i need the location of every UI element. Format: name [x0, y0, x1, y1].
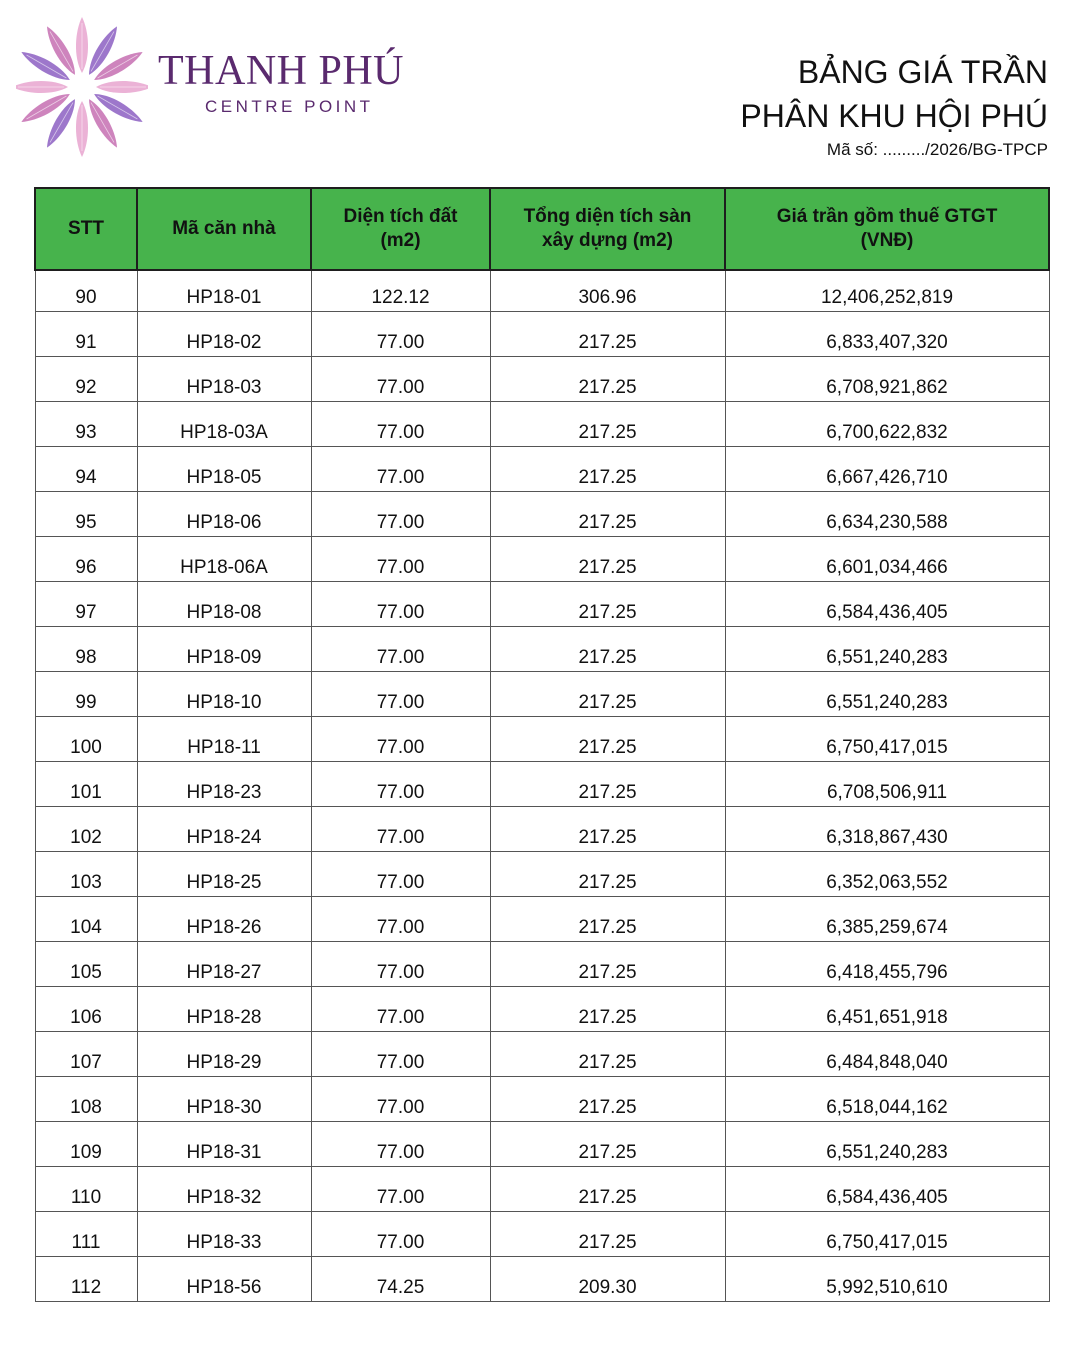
- cell-unit-code: HP18-23: [137, 762, 311, 807]
- table-row: [35, 1032, 1049, 1077]
- cell-land-area: 77.00: [311, 942, 490, 987]
- price-table: [34, 187, 1050, 1302]
- cell-land-area: 77.00: [311, 627, 490, 672]
- cell-stt: 104: [35, 897, 137, 942]
- cell-land-area: 77.00: [311, 537, 490, 582]
- cell-unit-code: HP18-08: [137, 582, 311, 627]
- cell-stt: 109: [35, 1122, 137, 1167]
- cell-floor-area: 217.25: [490, 717, 725, 762]
- cell-stt: 91: [35, 312, 137, 357]
- cell-land-area: 77.00: [311, 1077, 490, 1122]
- flower-logo-icon: [16, 8, 148, 166]
- cell-stt: 90: [35, 270, 137, 312]
- cell-land-area: 77.00: [311, 1212, 490, 1257]
- cell-floor-area: 217.25: [490, 582, 725, 627]
- cell-land-area: 122.12: [311, 270, 490, 312]
- table-row: [35, 1077, 1049, 1122]
- cell-land-area: 77.00: [311, 807, 490, 852]
- cell-stt: 107: [35, 1032, 137, 1077]
- cell-stt: 93: [35, 402, 137, 447]
- table-row: [35, 537, 1049, 582]
- table-row: [35, 270, 1049, 312]
- cell-price: 6,750,417,015: [725, 1212, 1049, 1257]
- cell-price: 6,551,240,283: [725, 1122, 1049, 1167]
- cell-price: 6,551,240,283: [725, 627, 1049, 672]
- header-land-area: [311, 188, 490, 270]
- table-body: [35, 270, 1049, 1302]
- header-price-line2: (VNĐ): [860, 230, 914, 251]
- table-row: [35, 672, 1049, 717]
- cell-price: 6,750,417,015: [725, 717, 1049, 762]
- cell-unit-code: HP18-25: [137, 852, 311, 897]
- table-row: [35, 1212, 1049, 1257]
- cell-price: 6,385,259,674: [725, 897, 1049, 942]
- cell-land-area: 77.00: [311, 582, 490, 627]
- table-row: [35, 492, 1049, 537]
- table-row: [35, 1122, 1049, 1167]
- header-floor-area: [490, 188, 725, 270]
- table-row: [35, 1257, 1049, 1302]
- cell-land-area: 77.00: [311, 1032, 490, 1077]
- cell-unit-code: HP18-03A: [137, 402, 311, 447]
- header-price-line1: Giá trần gồm thuế GTGT: [776, 206, 998, 227]
- cell-land-area: 77.00: [311, 357, 490, 402]
- cell-land-area: 77.00: [311, 897, 490, 942]
- cell-unit-code: HP18-29: [137, 1032, 311, 1077]
- cell-land-area: 77.00: [311, 1122, 490, 1167]
- title-line-1: BẢNG GIÁ TRẦN: [797, 54, 1048, 90]
- cell-price: 6,708,506,911: [725, 762, 1049, 807]
- cell-stt: 106: [35, 987, 137, 1032]
- cell-price: 6,418,455,796: [725, 942, 1049, 987]
- cell-price: 12,406,252,819: [725, 270, 1049, 312]
- table-row: [35, 852, 1049, 897]
- brand-name: THANH PHÚ: [158, 48, 404, 94]
- cell-land-area: 77.00: [311, 987, 490, 1032]
- cell-floor-area: 217.25: [490, 312, 725, 357]
- cell-unit-code: HP18-10: [137, 672, 311, 717]
- cell-floor-area: 217.25: [490, 1167, 725, 1212]
- cell-floor-area: 217.25: [490, 357, 725, 402]
- cell-stt: 100: [35, 717, 137, 762]
- cell-floor-area: 217.25: [490, 942, 725, 987]
- cell-stt: 96: [35, 537, 137, 582]
- cell-unit-code: HP18-05: [137, 447, 311, 492]
- cell-floor-area: 217.25: [490, 627, 725, 672]
- cell-unit-code: HP18-28: [137, 987, 311, 1032]
- cell-land-area: 77.00: [311, 1167, 490, 1212]
- cell-price: 6,634,230,588: [725, 492, 1049, 537]
- table-row: [35, 357, 1049, 402]
- cell-stt: 110: [35, 1167, 137, 1212]
- cell-floor-area: 217.25: [490, 1032, 725, 1077]
- document-code: Mã số: ........./2026/BG-TPCP: [826, 140, 1048, 159]
- cell-price: 6,518,044,162: [725, 1077, 1049, 1122]
- cell-stt: 105: [35, 942, 137, 987]
- table-row: [35, 897, 1049, 942]
- cell-floor-area: 217.25: [490, 762, 725, 807]
- table-header-row: [35, 188, 1049, 270]
- cell-price: 6,584,436,405: [725, 1167, 1049, 1212]
- cell-unit-code: HP18-32: [137, 1167, 311, 1212]
- table-row: [35, 312, 1049, 357]
- cell-price: 6,318,867,430: [725, 807, 1049, 852]
- cell-land-area: 77.00: [311, 762, 490, 807]
- table-row: [35, 807, 1049, 852]
- cell-unit-code: HP18-02: [137, 312, 311, 357]
- cell-land-area: 77.00: [311, 312, 490, 357]
- cell-unit-code: HP18-01: [137, 270, 311, 312]
- cell-stt: 112: [35, 1257, 137, 1302]
- cell-unit-code: HP18-03: [137, 357, 311, 402]
- cell-unit-code: HP18-33: [137, 1212, 311, 1257]
- cell-price: 6,484,848,040: [725, 1032, 1049, 1077]
- cell-land-area: 77.00: [311, 717, 490, 762]
- cell-land-area: 77.00: [311, 447, 490, 492]
- cell-stt: 101: [35, 762, 137, 807]
- cell-stt: 98: [35, 627, 137, 672]
- table-row: [35, 447, 1049, 492]
- cell-price: 6,667,426,710: [725, 447, 1049, 492]
- cell-stt: 99: [35, 672, 137, 717]
- cell-floor-area: 217.25: [490, 537, 725, 582]
- cell-floor-area: 217.25: [490, 852, 725, 897]
- cell-floor-area: 217.25: [490, 492, 725, 537]
- header-unit-code: Mã căn nhà: [137, 188, 311, 270]
- cell-price: 6,584,436,405: [725, 582, 1049, 627]
- cell-stt: 97: [35, 582, 137, 627]
- cell-floor-area: 217.25: [490, 1122, 725, 1167]
- cell-stt: 102: [35, 807, 137, 852]
- table-row: [35, 987, 1049, 1032]
- cell-land-area: 77.00: [311, 492, 490, 537]
- cell-price: 6,551,240,283: [725, 672, 1049, 717]
- cell-unit-code: HP18-27: [137, 942, 311, 987]
- header-land-area-line2: (m2): [380, 230, 421, 251]
- cell-price: 6,833,407,320: [725, 312, 1049, 357]
- cell-unit-code: HP18-31: [137, 1122, 311, 1167]
- cell-price: 6,700,622,832: [725, 402, 1049, 447]
- cell-floor-area: 217.25: [490, 1212, 725, 1257]
- title-line-2: PHÂN KHU HỘI PHÚ: [740, 98, 1048, 134]
- table-row: [35, 627, 1049, 672]
- cell-stt: 94: [35, 447, 137, 492]
- header-price: [725, 188, 1049, 270]
- cell-stt: 95: [35, 492, 137, 537]
- cell-floor-area: 306.96: [490, 270, 725, 312]
- cell-floor-area: 217.25: [490, 672, 725, 717]
- cell-floor-area: 217.25: [490, 447, 725, 492]
- cell-land-area: 77.00: [311, 852, 490, 897]
- cell-unit-code: HP18-09: [137, 627, 311, 672]
- cell-price: 6,451,651,918: [725, 987, 1049, 1032]
- cell-stt: 92: [35, 357, 137, 402]
- table-row: [35, 717, 1049, 762]
- table-row: [35, 942, 1049, 987]
- cell-floor-area: 217.25: [490, 1077, 725, 1122]
- cell-land-area: 74.25: [311, 1257, 490, 1302]
- cell-stt: 111: [35, 1212, 137, 1257]
- cell-price: 6,352,063,552: [725, 852, 1049, 897]
- cell-floor-area: 209.30: [490, 1257, 725, 1302]
- cell-land-area: 77.00: [311, 402, 490, 447]
- table-row: [35, 1167, 1049, 1212]
- cell-price: 6,708,921,862: [725, 357, 1049, 402]
- table-row: [35, 582, 1049, 627]
- brand-subtitle: CENTRE POINT: [205, 97, 374, 116]
- cell-unit-code: HP18-30: [137, 1077, 311, 1122]
- cell-land-area: 77.00: [311, 672, 490, 717]
- cell-stt: 108: [35, 1077, 137, 1122]
- cell-price: 5,992,510,610: [725, 1257, 1049, 1302]
- cell-floor-area: 217.25: [490, 402, 725, 447]
- header-stt: STT: [35, 188, 137, 270]
- document-title: [740, 50, 1048, 138]
- cell-floor-area: 217.25: [490, 897, 725, 942]
- cell-floor-area: 217.25: [490, 987, 725, 1032]
- header-floor-area-line2: xây dựng (m2): [542, 230, 673, 251]
- header-floor-area-line1: Tổng diện tích sàn: [523, 206, 692, 227]
- cell-unit-code: HP18-26: [137, 897, 311, 942]
- table-row: [35, 762, 1049, 807]
- cell-unit-code: HP18-06: [137, 492, 311, 537]
- header-land-area-line1: Diện tích đất: [343, 206, 458, 227]
- cell-unit-code: HP18-24: [137, 807, 311, 852]
- table-row: [35, 402, 1049, 447]
- cell-stt: 103: [35, 852, 137, 897]
- cell-unit-code: HP18-56: [137, 1257, 311, 1302]
- cell-unit-code: HP18-11: [137, 717, 311, 762]
- cell-price: 6,601,034,466: [725, 537, 1049, 582]
- cell-floor-area: 217.25: [490, 807, 725, 852]
- cell-unit-code: HP18-06A: [137, 537, 311, 582]
